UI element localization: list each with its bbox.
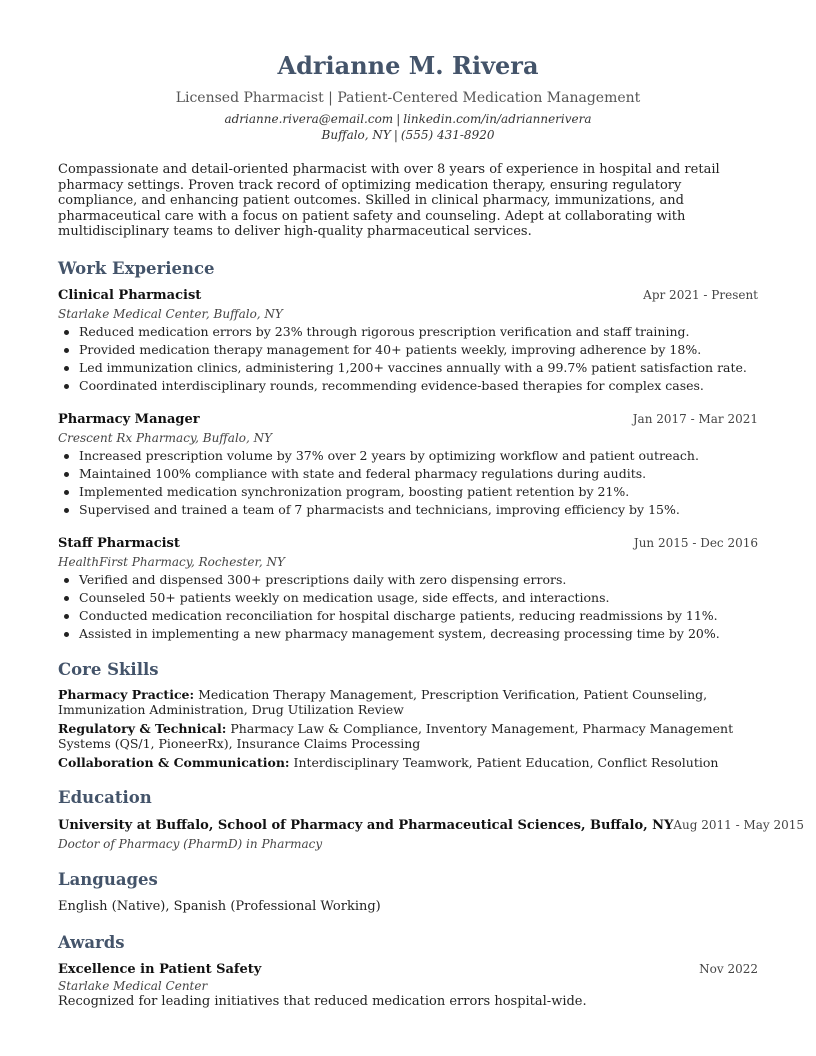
professional-summary: Compassionate and detail-oriented pharmacist with over 8 years of experience in hospital and retail pharmacy settings. Proven track record of optimizing medication therapy, ensuring regulatory compliance, and enhancing patient outcomes. Skilled in clinical pharmacy, immunizations, and pharmaceutical care with a focus on patient safety and counseling. Adept at collaborating with multidisciplinary teams to deliver high-quality pharmaceutical services.: [58, 162, 720, 239]
job-dates: Apr 2021 - Present: [643, 287, 758, 302]
section-title-awards: Awards: [58, 932, 125, 952]
job-dates: Jun 2015 - Dec 2016: [633, 535, 758, 550]
job-bullets: [58, 571, 758, 643]
skill-group-value: Medication Therapy Management, Prescription Verification, Patient Counseling, Immunization Administration, Drug Utilization Review: [58, 686, 708, 717]
job-organization: HealthFirst Pharmacy, Rochester, NY: [58, 554, 285, 569]
section-title-education: Education: [58, 787, 152, 807]
job-bullets: [58, 323, 758, 395]
section-title-skills: Core Skills: [58, 659, 159, 679]
job-bullet: Verified and dispensed 300+ prescriptions daily with zero dispensing errors.: [58, 571, 758, 589]
job-bullet: Assisted in implementing a new pharmacy management system, decreasing processing time by 20%.: [58, 625, 758, 643]
job-dates: Jan 2017 - Mar 2021: [632, 411, 758, 426]
job-bullets: [58, 447, 758, 519]
resume-header: [58, 50, 758, 143]
job-title: Staff Pharmacist: [58, 535, 180, 551]
job-bullet: Implemented medication synchronization program, boosting patient retention by 21%.: [58, 483, 758, 501]
skill-group-label: Regulatory & Technical:: [58, 720, 227, 736]
awards-section: [58, 932, 758, 1009]
award-header: [58, 960, 758, 979]
education-school: University at Buffalo, School of Pharmacy and Pharmaceutical Sciences, Buffalo, NY: [58, 817, 674, 833]
languages-section: [58, 869, 758, 916]
job-title: Pharmacy Manager: [58, 411, 200, 427]
job-bullet: Reduced medication errors by 23% through rigorous prescription verification and staff training.: [58, 323, 758, 341]
skill-group: [58, 687, 758, 717]
skill-group-value: Pharmacy Law & Compliance, Inventory Management, Pharmacy Management Systems (QS/1, PioneerRx), Insurance Claims Processing: [58, 720, 734, 751]
job-entry: [58, 286, 758, 395]
skill-group: [58, 721, 758, 751]
job-title: Clinical Pharmacist: [58, 287, 202, 303]
email-link[interactable]: adrianne.rivera@email.com: [224, 112, 394, 126]
contact-line-online: [58, 111, 758, 127]
location-text: Buffalo, NY: [321, 128, 391, 142]
job-bullet: Conducted medication reconciliation for hospital discharge patients, reducing readmissions by 11%.: [58, 607, 758, 625]
award-title: Excellence in Patient Safety: [58, 961, 262, 977]
job-header: [58, 410, 758, 429]
skills-section: [58, 659, 758, 770]
award-organization: Starlake Medical Center: [58, 978, 208, 993]
education-header: [58, 816, 805, 835]
job-bullet: Led immunization clinics, administering 1,200+ vaccines annually with a 99.7% patient satisfaction rate.: [58, 359, 758, 377]
job-header: [58, 534, 758, 553]
section-title-experience: Work Experience: [58, 258, 215, 278]
award-description: Recognized for leading initiatives that reduced medication errors hospital-wide.: [58, 993, 587, 1009]
contact-line-location: [58, 127, 758, 143]
job-organization: Crescent Rx Pharmacy, Buffalo, NY: [58, 430, 273, 445]
job-bullet: Coordinated interdisciplinary rounds, recommending evidence-based therapies for complex cases.: [58, 377, 758, 395]
education-dates: Aug 2011 - May 2015: [673, 817, 805, 832]
candidate-tagline: Licensed Pharmacist | Patient-Centered Medication Management: [175, 90, 641, 106]
job-organization: Starlake Medical Center, Buffalo, NY: [58, 306, 283, 321]
job-bullet: Maintained 100% compliance with state and federal pharmacy regulations during audits.: [58, 465, 758, 483]
education-section: [58, 787, 805, 853]
section-title-languages: Languages: [58, 869, 158, 889]
skill-group-label: Pharmacy Practice:: [58, 686, 195, 702]
award-date: Nov 2022: [699, 961, 758, 976]
job-bullet: Increased prescription volume by 37% over 2 years by optimizing workflow and patient outreach.: [58, 447, 758, 465]
job-bullet: Supervised and trained a team of 7 pharmacists and technicians, improving efficiency by 15%.: [58, 501, 758, 519]
job-entry: [58, 534, 758, 643]
experience-section: [58, 258, 758, 643]
linkedin-link[interactable]: linkedin.com/in/adriannerivera: [403, 112, 592, 126]
job-header: [58, 286, 758, 305]
contact-separator: |: [393, 128, 398, 142]
skill-group-label: Collaboration & Communication:: [58, 754, 290, 770]
resume-page: [58, 50, 805, 1009]
contact-separator: |: [396, 112, 401, 126]
skill-group: [58, 755, 758, 770]
job-bullet: Counseled 50+ patients weekly on medication usage, side effects, and interactions.: [58, 589, 758, 607]
candidate-name: Adrianne M. Rivera: [277, 51, 539, 80]
education-degree: Doctor of Pharmacy (PharmD) in Pharmacy: [58, 836, 323, 851]
skill-group-value: Interdisciplinary Teamwork, Patient Education, Conflict Resolution: [293, 754, 719, 770]
job-bullet: Provided medication therapy management for 40+ patients weekly, improving adherence by 18%.: [58, 341, 758, 359]
job-entry: [58, 410, 758, 519]
languages-text: English (Native), Spanish (Professional Working): [58, 898, 381, 914]
phone-text: (555) 431-8920: [400, 128, 495, 142]
